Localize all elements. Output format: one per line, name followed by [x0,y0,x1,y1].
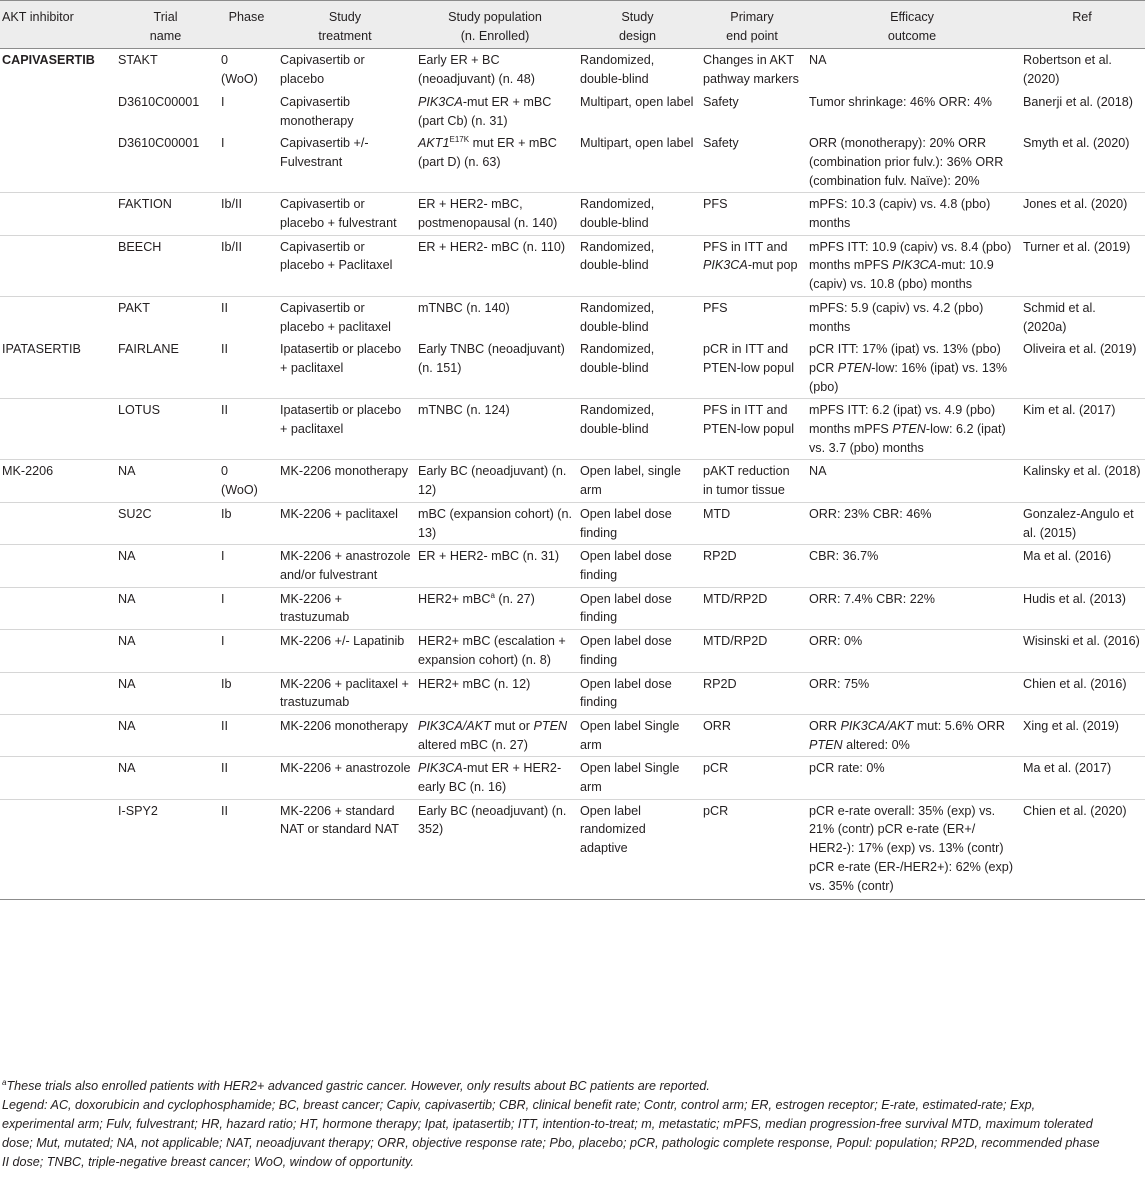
cell-ref: Chien et al. (2020) [1019,799,1145,900]
cell-agent [0,545,114,587]
cell-design: Randomized, double-blind [576,399,699,460]
cell-ref: Gonzalez-Angulo et al. (2015) [1019,502,1145,544]
abbreviation-legend: Legend: AC, doxorubicin and cyclophosphamide; BC, breast cancer; Capiv, capivasertib; CBR, clinical benefit rate; Contr, control arm; ER, estrogen receptor; E-rate, estimated-rate; Exp, experimental arm; Fulv, fulvestrant; HR, hazard ratio; HT, hormone therapy; Ipat, ipatasertib; ITT, intention-to-treat; m, metastatic; mPFS, median progression-free survival MTD, maximum tolerated dose; Mut, mutated; NA, not applicable; NAT, neoadjuvant therapy; ORR, objective response rate; Pbo, placebo; pCR, pathologic complete response, Popul: population; RP2D, recommended phase II dose; TNBC, triple-negative breast cancer; WoO, window of opportunity. [2,1098,1100,1169]
cell-endpoint: Safety [703,136,739,151]
header-agent: AKT inhibitor [0,1,114,49]
cell-agent [0,296,114,338]
cell-population: ER + HER2- mBC, postmenopausal (n. 140) [414,193,576,235]
table-row [0,338,1145,399]
table-row [0,714,1145,756]
cell-trial: NA [114,460,217,502]
table-row [0,460,1145,502]
cell-treatment: Capivasertib or placebo + Paclitaxel [276,235,414,296]
cell-endpoint: PFS [699,296,805,338]
cell-design: Randomized, double-blind [576,193,699,235]
cell-trial: D3610C00001 [118,136,200,151]
cell-phase: II [221,342,228,357]
table-row [0,91,1145,132]
cell-phase: I [217,587,276,629]
cell-population: $AKT1^{E17K}$ mut ER + mBC (part D) (n. 63) [418,135,557,169]
cell-endpoint: MTD [699,502,805,544]
cell-treatment: Capivasertib +/- Fulvestrant [280,136,369,169]
cell-efficacy: ORR (monotherapy): 20% ORR (combination prior fulv.): 36% ORR (combination fulv. Naïve): 20% [809,136,1004,188]
cell-treatment: MK-2206 + anastrozole and/or fulvestrant [276,545,414,587]
cell-phase: I [221,136,225,151]
cell-design: Randomized, double-blind [580,53,655,87]
cell-treatment: MK-2206 +/- Lapatinib [276,630,414,672]
cell-population: mBC (expansion cohort) (n. 13) [414,502,576,544]
cell-agent [0,235,114,296]
cell-agent [0,587,114,629]
header-ref: Ref [1019,1,1145,49]
cell-ref: Wisinski et al. (2016) [1019,630,1145,672]
cell-population: HER2+ mBC$^a$ (n. 27) [414,587,576,629]
table-row [0,49,1145,91]
cell-trial: NA [114,545,217,587]
header-treatment: Study treatment [276,1,414,49]
cell-treatment: MK-2206 monotherapy [276,714,414,756]
cell-treatment: MK-2206 + paclitaxel + trastuzumab [276,672,414,714]
table-row [0,672,1145,714]
cell-endpoint: ORR [699,714,805,756]
cell-trial: NA [114,757,217,799]
cell-agent [0,630,114,672]
cell-design: Multipart, open label [580,136,694,151]
cell-treatment: MK-2206 + trastuzumab [276,587,414,629]
table-row [0,545,1145,587]
cell-endpoint: pCR [699,799,805,900]
cell-ref: Banerji et al. (2018) [1023,94,1133,109]
cell-efficacy: ORR: 23% CBR: 46% [805,502,1019,544]
cell-design: Open label Single arm [576,714,699,756]
cell-efficacy: ORR: 0% [805,630,1019,672]
header-phase: Phase [217,1,276,49]
cell-ref: Jones et al. (2020) [1019,193,1145,235]
cell-efficacy: mPFS ITT: 10.9 (capiv) vs. 8.4 (pbo) months mPFS PIK3CA-mut: 10.9 (capiv) vs. 10.8 (pbo) months [805,235,1019,296]
cell-ref: Turner et al. (2019) [1019,235,1145,296]
cell-treatment: MK-2206 monotherapy [276,460,414,502]
cell-agent [0,91,114,132]
cell-design: Open label dose finding [576,545,699,587]
cell-trial: PAKT [114,296,217,338]
cell-endpoint: pCR in ITT and PTEN-low popul [703,342,794,375]
cell-phase: Ib [217,502,276,544]
cell-trial: I-SPY2 [114,799,217,900]
cell-design: Open label dose finding [576,587,699,629]
cell-design: Open label dose finding [576,502,699,544]
cell-endpoint: RP2D [699,545,805,587]
cell-endpoint: pAKT reduction in tumor tissue [699,460,805,502]
cell-endpoint: MTD/RP2D [699,630,805,672]
cell-ref: Xing et al. (2019) [1019,714,1145,756]
cell-trial: SU2C [114,502,217,544]
cell-trial: NA [114,587,217,629]
cell-ref: Kim et al. (2017) [1019,399,1145,460]
cell-efficacy: CBR: 36.7% [805,545,1019,587]
italic-gene: PIK3CA-mut ER + mBC (part Cb) (n. 31) [418,94,552,128]
cell-phase: II [217,757,276,799]
cell-population: Early BC (neoadjuvant) (n. 12) [414,460,576,502]
footnote-text: These trials also enrolled patients with HER2+ advanced gastric cancer. However, only results about BC patients are reported. [6,1079,710,1093]
cell-phase: Ib [217,672,276,714]
cell-endpoint: PFS [699,193,805,235]
cell-agent [0,193,114,235]
cell-efficacy: ORR: 75% [805,672,1019,714]
cell-treatment: MK-2206 + paclitaxel [276,502,414,544]
cell-agent [0,502,114,544]
header-population: Study population (n. Enrolled) [414,1,576,49]
header-efficacy: Efficacy outcome [805,1,1019,49]
header-endpoint: Primary end point [699,1,805,49]
cell-efficacy: pCR ITT: 17% (ipat) vs. 13% (pbo) pCR PTEN-low: 16% (ipat) vs. 13% (pbo) [809,342,1008,394]
cell-endpoint: PFS in ITT and PTEN-low popul [699,399,805,460]
cell-efficacy: Tumor shrinkage: 46% ORR: 4% [809,94,992,109]
table-header [0,1,1145,49]
cell-agent [0,799,114,900]
table-row [0,399,1145,460]
cell-population: ER + HER2- mBC (n. 110) [414,235,576,296]
table-row [0,502,1145,544]
table-notes [2,1077,1102,1172]
cell-efficacy: NA [809,53,827,68]
cell-agent [0,714,114,756]
cell-population: mTNBC (n. 140) [414,296,576,338]
cell-endpoint: Safety [703,94,739,109]
cell-ref: Chien et al. (2016) [1019,672,1145,714]
cell-population: mTNBC (n. 124) [414,399,576,460]
cell-endpoint: RP2D [699,672,805,714]
cell-trial: LOTUS [114,399,217,460]
cell-trial: NA [114,672,217,714]
cell-efficacy: pCR e-rate overall: 35% (exp) vs. 21% (contr) pCR e-rate (ER+/ HER2-): 17% (exp) vs. 13% (contr) pCR e-rate (ER-/HER2+): 62% (exp) vs. 35% (contr) [805,799,1019,900]
cell-agent: MK-2206 [0,460,114,502]
cell-phase: I [217,630,276,672]
footnote-marker: a [2,1077,7,1087]
cell-agent [0,672,114,714]
cell-ref: Robertson et al. (2020) [1023,53,1112,87]
cell-design: Open label dose finding [576,630,699,672]
cell-trial: FAIRLANE [118,342,179,357]
cell-efficacy: mPFS: 10.3 (capiv) vs. 4.8 (pbo) months [805,193,1019,235]
cell-ref: Oliveira et al. (2019) [1023,342,1137,357]
cell-population: ER + HER2- mBC (n. 31) [414,545,576,587]
footnote [2,1077,1102,1096]
cell-efficacy: NA [805,460,1019,502]
cell-trial: D3610C00001 [118,94,200,109]
cell-agent [0,757,114,799]
cell-design: Multipart, open label [580,94,694,109]
table-row [0,235,1145,296]
cell-phase: Ib/II [217,193,276,235]
cell-treatment: Ipatasertib or placebo + paclitaxel [280,342,402,375]
cell-trial: NA [114,630,217,672]
header-trial: Trial name [114,1,217,49]
cell-agent: CAPIVASERTIB [2,53,95,68]
cell-endpoint: PFS in ITT and PIK3CA-mut pop [699,235,805,296]
table-row [0,587,1145,629]
cell-design: Open label randomized adaptive [576,799,699,900]
cell-phase: I [217,545,276,587]
cell-population: PIK3CA/AKT mut or PTEN altered mBC (n. 27) [414,714,576,756]
cell-agent: IPATASERTIB [2,342,81,357]
cell-phase: 0 (WoO) [221,53,258,87]
cell-efficacy: mPFS: 5.9 (capiv) vs. 4.2 (pbo) months [805,296,1019,338]
cell-design: Open label, single arm [576,460,699,502]
cell-population: Early BC (neoadjuvant) (n. 352) [414,799,576,900]
cell-efficacy: mPFS ITT: 6.2 (ipat) vs. 4.9 (pbo) months mPFS PTEN-low: 6.2 (ipat) vs. 3.7 (pbo) months [805,399,1019,460]
table-row [0,193,1145,235]
table-row [0,296,1145,338]
cell-population: HER2+ mBC (n. 12) [414,672,576,714]
cell-trial: STAKT [118,53,158,68]
cell-ref: Hudis et al. (2013) [1019,587,1145,629]
cell-design: Open label dose finding [576,672,699,714]
cell-design: Open label Single arm [576,757,699,799]
cell-population: Early ER + BC (neoadjuvant) (n. 48) [418,53,535,87]
table-row [0,630,1145,672]
cell-trial: BEECH [114,235,217,296]
cell-ref: Schmid et al. (2020a) [1019,296,1145,338]
cell-efficacy: ORR: 7.4% CBR: 22% [805,587,1019,629]
cell-phase: II [217,714,276,756]
table-row [0,132,1145,193]
cell-design: Randomized, double-blind [576,296,699,338]
cell-ref: Ma et al. (2017) [1019,757,1145,799]
cell-efficacy: ORR PIK3CA/AKT mut: 5.6% ORR PTEN altered: 0% [805,714,1019,756]
cell-endpoint: MTD/RP2D [699,587,805,629]
cell-treatment: MK-2206 + anastrozole [276,757,414,799]
cell-ref: Kalinsky et al. (2018) [1019,460,1145,502]
cell-treatment: Ipatasertib or placebo + paclitaxel [276,399,414,460]
table-row [0,799,1145,900]
cell-agent [0,399,114,460]
cell-endpoint: Changes in AKT pathway markers [703,53,799,87]
cell-phase: Ib/II [217,235,276,296]
cell-phase: 0 (WoO) [217,460,276,502]
cell-agent [0,132,114,193]
cell-treatment: Capivasertib or placebo + fulvestrant [276,193,414,235]
cell-ref: Smyth et al. (2020) [1023,136,1130,151]
cell-treatment: Capivasertib or placebo + paclitaxel [276,296,414,338]
cell-treatment: MK-2206 + standard NAT or standard NAT [276,799,414,900]
cell-phase: II [217,799,276,900]
table-row [0,757,1145,799]
cell-treatment: Capivasertib monotherapy [280,94,354,128]
cell-phase: I [221,94,225,109]
header-design: Study design [576,1,699,49]
cell-design: Randomized, double-blind [580,342,655,375]
cell-population [414,91,576,132]
cell-population: PIK3CA-mut ER + HER2- early BC (n. 16) [414,757,576,799]
cell-phase: II [217,399,276,460]
cell-trial: FAKTION [114,193,217,235]
cell-phase: II [217,296,276,338]
cell-trial: NA [114,714,217,756]
cell-design: Randomized, double-blind [576,235,699,296]
cell-ref: Ma et al. (2016) [1019,545,1145,587]
cell-endpoint: pCR [699,757,805,799]
cell-treatment: Capivasertib or placebo [280,53,365,87]
cell-efficacy: pCR rate: 0% [805,757,1019,799]
cell-population: HER2+ mBC (escalation + expansion cohort) (n. 8) [414,630,576,672]
cell-population: Early TNBC (neoadjuvant) (n. 151) [418,342,565,375]
